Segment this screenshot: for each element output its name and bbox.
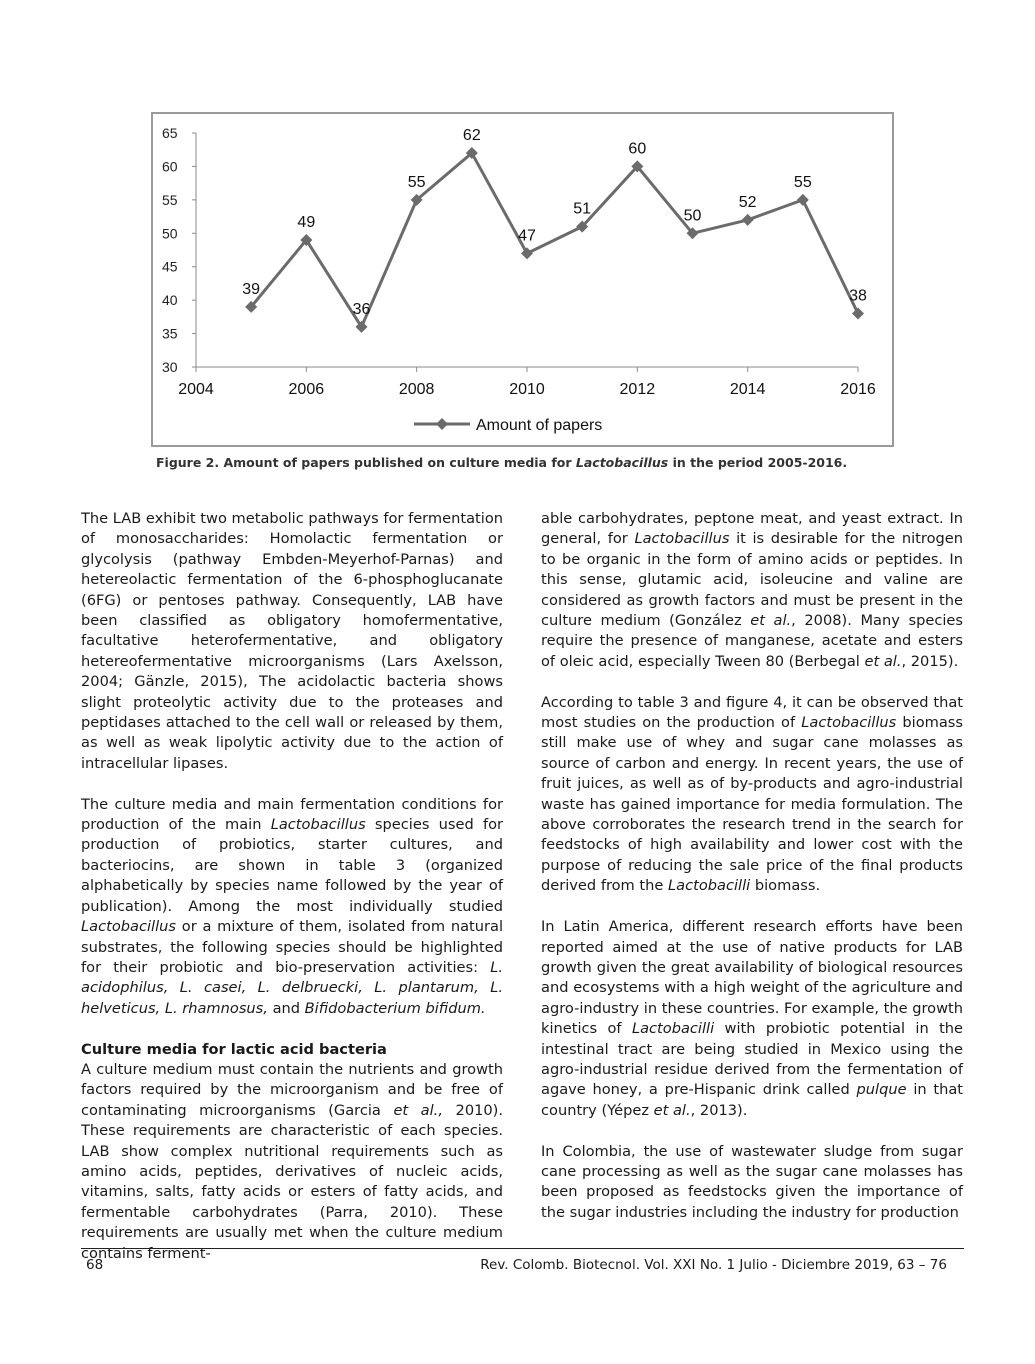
footer-rule [81, 1248, 964, 1249]
legend-label: Amount of papers [476, 417, 603, 434]
data-label: 55 [407, 173, 426, 191]
paragraph-culture-medium-requirements: A culture medium must contain the nutrients and growth factors required by the microorganism and be free of contaminating microorganisms (Garcia et al., 2010). These requirements are characteristic of each species. LAB show complex nutritional requirements such as amino acids, peptides, derivatives of nucleic acids, vitamins, salts, fatty acids or esters of fatty acids, and fermentable carbohydrates (Parra, 2010). These requirements are usually met when the culture medium contains ferment- [81, 1060, 504, 1262]
data-label: 38 [849, 287, 867, 305]
data-point-marker [521, 247, 533, 259]
paragraph-metabolic-pathways: The LAB exhibit two metabolic pathways for fermentation of monosaccharides: Homolactic fermentation or glycolysis (pathway Embden-Meyerhof-Parnas) and hetereolactic fermentation of the 6-phosphoglucanate (6FG) or pentoses pathway. Consequently, LAB have been classified as obligatory homofermentative, facultative heterofermentative, and obligatory hetereofermentative microorganisms (Lars Axelsson, 2004; Gänzle, 2015), The acidolactic bacteria shows slight proteolytic activity due to the proteases and peptidases attached to the cell wall or released by them, as well as weak lipolytic activity due to the action of intracellular lipases. [81, 510, 503, 772]
x-tick-label: 2006 [288, 381, 325, 398]
y-tick-label: 65 [162, 125, 178, 141]
paragraph-colombia: In Colombia, the use of wastewater sludge from sugar cane processing as well as the sugar cane molasses has been proposed as feedstocks given the importance of the sugar industries including the industry for production [541, 1142, 963, 1221]
figure-caption-period: in the period 2005-2016. [672, 455, 848, 470]
data-label: 36 [352, 300, 371, 318]
line-chart [153, 114, 892, 445]
page-number: 68 [86, 1257, 104, 1273]
paragraph-latin-america: In Latin America, different research efforts have been reported aimed at the use of native products for LAB growth given the great availability of biological resources and ecosystems with a high weight of the agriculture and agro-industry in these countries. For example, the growth kinetics of Lactobacilli with probiotic potential in the intestinal tract are being studied in Mexico using the agro-industrial residue derived from the fermentation of agave honey, a pre-Hispanic drink called pulque in that country (Yépez et al., 2013). [541, 918, 964, 1119]
x-tick-label: 2012 [619, 381, 656, 398]
data-label: 55 [793, 173, 812, 191]
figure-caption [156, 455, 876, 470]
data-point-marker [797, 194, 809, 206]
data-label: 60 [628, 140, 647, 158]
figure-frame [151, 112, 894, 447]
y-tick-label: 50 [162, 225, 178, 242]
y-tick-label: 55 [162, 191, 178, 208]
data-label: 39 [242, 280, 261, 298]
section-heading: Culture media for lactic acid bacteria [81, 1040, 387, 1058]
data-point-marker [742, 214, 754, 226]
figure-caption-text: Amount of papers published on culture media for [223, 455, 572, 470]
paragraph-culture-media-conditions: The culture media and main fermentation conditions for production of the main Lactobacillus species used for production of probiotics, starter cultures, and bacteriocins, are shown in table 3 (organized alphabetically by species name followed by the year of publication). Among the most individually studied Lactobacillus or a mixture of them, isolated from natural substrates, the following species should be highlighted for their probiotic and bio-preservation activities: L. acidophilus, L. casei, L. delbruecki, L. plantarum, L. helveticus, L. rhamnosus, and Bifidobacterium bifidum. [81, 795, 504, 1017]
x-tick-label: 2004 [178, 381, 214, 398]
paragraph-table-3-observations: According to table 3 and figure 4, it can be observed that most studies on the production of Lactobacillus biomass still make use of whey and sugar cane molasses as source of carbon and energy. In recent years, the use of fruit juices, as well as of by-products and agro-industrial waste has gained importance for media formulation. The above corroborates the research trend in the search for feedstocks of high availability and lower cost with the purpose of reducing the sale price of the final products derived from the Lactobacilli biomass. [541, 693, 963, 895]
legend-marker [436, 418, 448, 430]
figure-caption-label: Figure 2. [156, 455, 220, 470]
x-tick-label: 2008 [398, 381, 435, 398]
left-column [81, 509, 503, 1284]
paragraph-nutrients: able carbohydrates, peptone meat, and yeast extract. In general, for Lactobacillus it is desirable for the nitrogen to be organic in the form of amino acids or peptides. In this sense, glutamic acid, isoleucine and valine are considered as growth factors and must be present in the culture medium (González et al., 2008). Many species require the presence of manganese, acetate and esters of oleic acid, especially Tween 80 (Berbegal et al., 2015). [541, 510, 963, 670]
data-label: 47 [518, 227, 536, 245]
data-label: 52 [738, 193, 757, 211]
data-label: 49 [297, 213, 316, 231]
data-label: 50 [683, 207, 702, 225]
journal-citation: Rev. Colomb. Biotecnol. Vol. XXI No. 1 Julio - Diciembre 2019, 63 – 76 [480, 1257, 947, 1273]
x-tick-label: 2014 [729, 381, 766, 398]
y-tick-label: 60 [162, 158, 178, 175]
data-label: 51 [573, 200, 592, 218]
x-tick-label: 2016 [840, 381, 876, 398]
y-tick-label: 40 [162, 292, 178, 309]
y-tick-label: 30 [162, 359, 178, 375]
data-label: 62 [462, 127, 481, 145]
y-tick-label: 45 [162, 258, 178, 275]
series-line [251, 153, 858, 327]
x-tick-label: 2010 [509, 381, 545, 398]
data-point-marker [852, 308, 864, 320]
figure-caption-genus: Lactobacillus [575, 455, 669, 470]
y-tick-label: 35 [162, 325, 178, 342]
right-column [541, 509, 963, 1244]
